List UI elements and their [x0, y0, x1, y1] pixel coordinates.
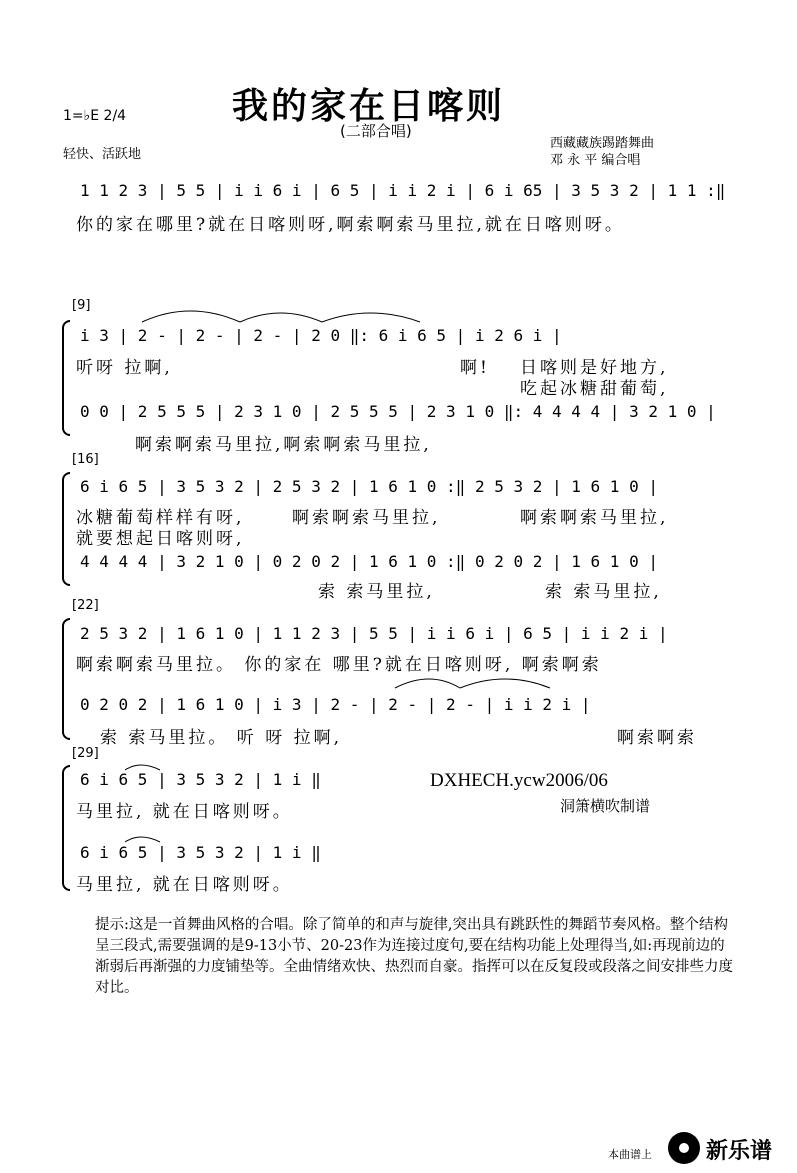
measure-marker-9: [9] — [72, 298, 91, 313]
system5-lower-lyrics: 马里拉, 就在日喀则呀。 — [76, 875, 293, 895]
system3-lower-notes: 4 4 4 4 | 3 2 1 0 | 0 2 0 2 | 1 6 1 0 :‖ 0 2 0 2 | 1 6 1 0 | — [80, 552, 658, 571]
song-subtitle: (二部合唱) — [340, 122, 412, 140]
system5-upper-lyrics: 马里拉, 就在日喀则呀。 — [76, 802, 293, 822]
slur — [240, 313, 322, 322]
key-signature: 1=♭E 2/4 — [63, 108, 127, 124]
slur — [322, 313, 420, 322]
system2-lower-lyrics: 啊索啊索马里拉,啊索啊索马里拉, — [135, 435, 432, 455]
system3-lower-lyrics-a: 索 索马里拉, — [318, 582, 435, 602]
slur — [125, 765, 160, 770]
system4-upper-notes: 2 5 3 2 | 1 6 1 0 | 1 1 2 3 | 5 5 | i i 6 i | 6 5 | i i 2 i | — [80, 624, 668, 643]
system4-lower-lyrics: 索 索马里拉。 听 呀 拉啊, — [100, 728, 343, 748]
system3-upper-notes: 6 i 6 5 | 3 5 3 2 | 2 5 3 2 | 1 6 1 0 :‖ 2 5 3 2 | 1 6 1 0 | — [80, 477, 658, 496]
song-title: 我的家在日喀则 — [232, 85, 506, 127]
performance-note: 提示:这是一首舞曲风格的合唱。除了简单的和声与旋律,突出具有跳跃性的舞蹈节奏风格。整个结构呈三段式,需要强调的是9-13小节、20-23作为连接过度句,要在结构功能上处理得当,如:再现前边的渐弱后再渐强的力度铺垫等。全曲情绪欢快、热烈而自豪。指挥可以在反复段或段落之间安排些力度对比。 — [95, 917, 733, 996]
brand-name: 新乐谱 — [706, 1139, 773, 1164]
system3-upper-lyrics-d: 就要想起日喀则呀, — [76, 529, 245, 549]
system4-lower-lyrics-b: 啊索啊索 — [617, 728, 697, 748]
system2-upper-lyrics-c: 日喀则是好地方, — [520, 358, 669, 378]
measure-marker-16: [16] — [72, 452, 99, 467]
tempo-marking: 轻快、活跃地 — [63, 147, 142, 162]
credit-arranger: 邓 永 平 编合唱 — [550, 153, 641, 168]
system2-upper-lyrics-d: 吃起冰糖甜葡萄, — [520, 379, 669, 399]
system5-upper-notes: 6 i 6 5 | 3 5 3 2 | 1 i ‖ — [80, 770, 321, 789]
footer-label: 本曲谱上 — [608, 1148, 652, 1161]
system4-lower-notes: 0 2 0 2 | 1 6 1 0 | i 3 | 2 - | 2 - | 2 - | i i 2 i | — [80, 695, 591, 714]
system2-upper-notes: i 3 | 2 - | 2 - | 2 - | 2 0 ‖: 6 i 6 5 | i 2 6 i | — [80, 326, 562, 345]
system2-upper-lyrics-a: 听呀 拉啊, — [76, 358, 173, 378]
credit-origin: 西藏藏族踢踏舞曲 — [550, 136, 655, 151]
system5-lower-notes: 6 i 6 5 | 3 5 3 2 | 1 i ‖ — [80, 843, 321, 862]
system2-lower-notes: 0 0 | 2 5 5 5 | 2 3 1 0 | 2 5 5 5 | 2 3 1 0 ‖: 4 4 4 4 | 3 2 1 0 | — [80, 402, 716, 421]
transcriber-name: 洞箫横吹制谱 — [560, 797, 651, 815]
slur — [460, 679, 550, 688]
system3-upper-lyrics-b: 啊索啊索马里拉, — [292, 508, 441, 528]
transcriber-signature: DXHECH.ycw2006/06 — [430, 770, 608, 791]
measure-marker-29: [29] — [72, 746, 99, 761]
system3-upper-lyrics-a: 冰糖葡萄样样有呀, — [76, 508, 245, 528]
system3-lower-lyrics-b: 索 索马里拉, — [545, 582, 662, 602]
system3-upper-lyrics-c: 啊索啊索马里拉, — [520, 508, 669, 528]
slur — [125, 837, 160, 842]
line1-notes: 1 1 2 3 | 5 5 | i i 6 i | 6 5 | i i 2 i | 6 i 65 | 3 5 3 2 | 1 1 :‖ — [80, 181, 726, 200]
slur — [142, 311, 240, 322]
system4-upper-lyrics: 啊索啊索马里拉。 你的家在 哪里?就在日喀则呀, 啊索啊索 — [76, 655, 602, 675]
measure-marker-22: [22] — [72, 598, 99, 613]
line1-lyrics: 你的家在哪里?就在日喀则呀,啊索啊索马里拉,就在日喀则呀。 — [76, 215, 625, 235]
slur — [395, 679, 460, 688]
system2-upper-lyrics-b: 啊! — [460, 358, 490, 378]
